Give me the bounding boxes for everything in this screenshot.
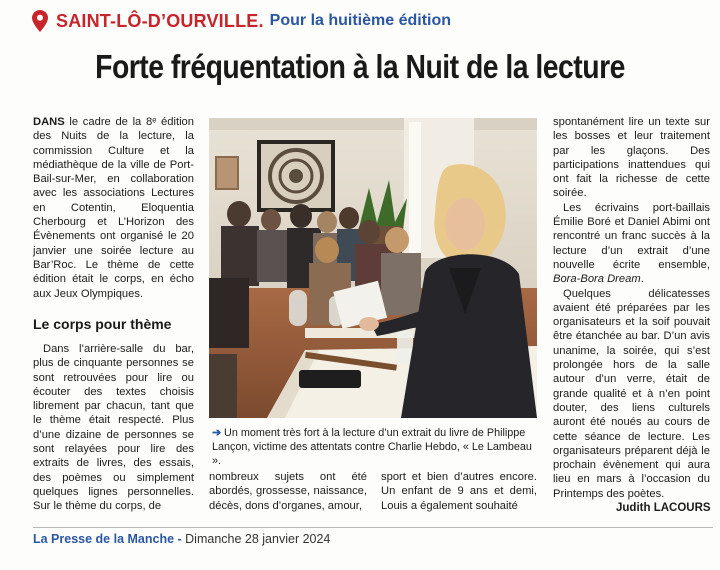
footer-rule	[33, 527, 713, 528]
body-paragraph-continued: nombreux sujets ont été abordés, grossesse, naissance, décès, dons d’organes, amour,	[209, 471, 367, 512]
footer	[33, 532, 330, 546]
location-pin-icon	[32, 10, 48, 32]
body-paragraph: Dans l’arrière-salle du bar, plus de cinquante personnes se sont retrouvées pour lire ou écouter des textes choisis librement par chacun, tant que le thème était respecté. Plus d’une dizaine de personnes se sont relayées pour lire des extraits de livres, des essais, des poèmes ou simplement quelques lignes personnelles. Sur le thème du corps, de	[33, 343, 194, 513]
lead-word: DANS	[33, 116, 65, 128]
newspaper-name: La Presse de la Manche	[33, 532, 175, 546]
article-column-3	[553, 115, 710, 501]
article-column-2a	[209, 470, 367, 513]
kicker	[32, 8, 451, 34]
kicker-location: SAINT-LÔ-D’OURVILLE.	[56, 10, 264, 31]
arrow-right-icon: ➔	[212, 427, 222, 439]
publication-date: Dimanche 28 janvier 2024	[185, 532, 331, 546]
body-paragraph: spontanément lire un texte sur les bosses et leur traitement par les glaçons. Des participations inattendues qui ont fait la richesse de cette soirée.	[553, 116, 710, 200]
article-photo	[209, 118, 537, 418]
writers-paragraph: Les écrivains port-baillais Émilie Boré et Daniel Abimi ont rencontré un franc succès à la lecture d’un extrait d’une nouvelle écrite ensemble, Bora-Bora Dream.	[553, 201, 710, 286]
subheading: Le corps pour thème	[33, 316, 172, 332]
headline: Forte fréquentation à la Nuit de la lecture	[95, 48, 625, 85]
kicker-text: Pour la huitième édition	[269, 12, 452, 29]
article-column-1	[33, 115, 194, 301]
footer-separator: -	[174, 532, 186, 546]
closing-paragraph: Quelques délicatesses avaient été préparées par les organisateurs et la soif pouvait être étanchée au bar. D’un avis unanime, la soirée, qui s’est prolongée hors de la salle autour d’un verre, était de grande qualité et à n’en point douter, des liens culturels auront été noués au cours de cette séance de lecture. Les organisateurs préparent déjà le prochain évènement qui aura lieu en mars à l’occasion du Printemps des poètes.	[553, 287, 710, 500]
article-column-1-continued	[33, 342, 194, 514]
intro-paragraph: le cadre de la 8ᵉ édition des Nuits de la lecture, la commission Culture et la médiathèque de la ville de Port-Bail-sur-Mer, en collaboration avec les associations Lectures en Cotentin, Eloquentia Cherbourg et L’Horizon des Évènements ont organisé le 20 janvier une soirée lecture au Bar’Roc. Le thème de cette édition était le corps, en écho aux Jeux Olympiques.	[33, 116, 194, 300]
photo-caption	[212, 426, 538, 468]
caption-text: Un moment très fort à la lecture d’un extrait du livre de Philippe Lançon, victime des attentats contre Charlie Hebdo, « Le Lambeau ».	[212, 427, 532, 467]
book-title: Bora-Bora Dream	[553, 273, 641, 286]
article-column-2b	[381, 470, 537, 513]
author-signature: Judith LACOURS	[616, 502, 711, 514]
body-paragraph-continued: sport et bien d’autres encore. Un enfant de 9 ans et demi, Louis a également souhaité	[381, 471, 537, 512]
